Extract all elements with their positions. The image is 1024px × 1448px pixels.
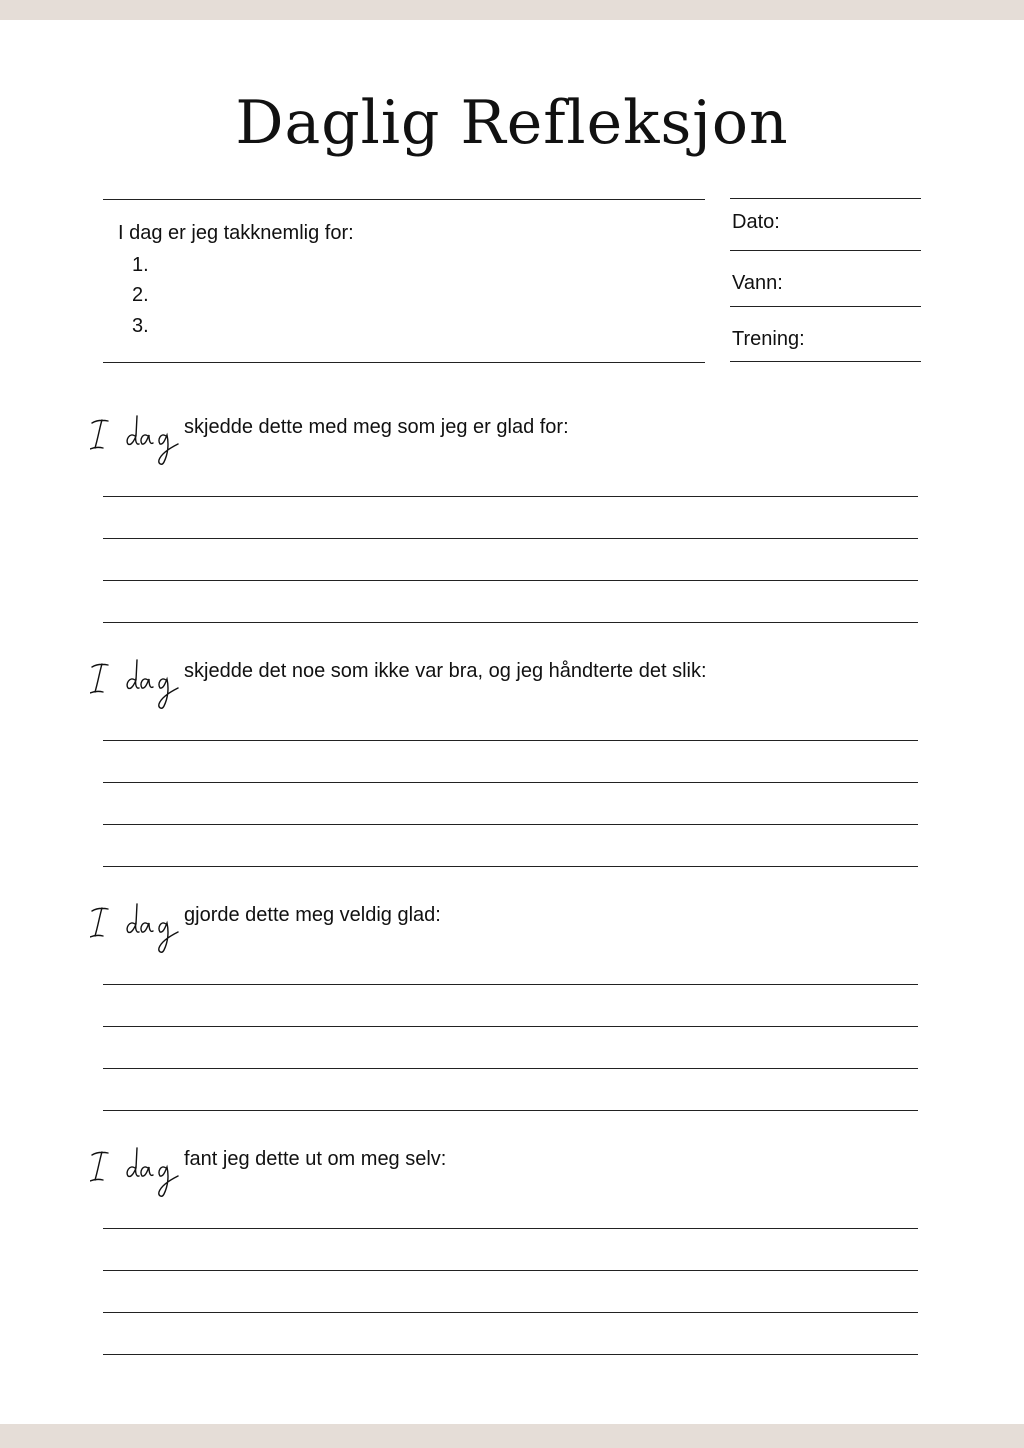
date-top-line xyxy=(730,198,921,199)
gratitude-bottom-line xyxy=(103,362,705,363)
date-field-line[interactable] xyxy=(730,250,921,251)
writing-line[interactable] xyxy=(103,622,918,623)
i-dag-script-icon xyxy=(90,1146,182,1198)
i-dag-script xyxy=(90,658,182,710)
i-dag-script-icon xyxy=(90,658,182,710)
section-prompt: fant jeg dette ut om meg selv: xyxy=(184,1148,447,1170)
section-prompt: gjorde dette meg veldig glad: xyxy=(184,904,441,926)
exercise-field-line[interactable] xyxy=(730,361,921,362)
section-prompt: skjedde det noe som ikke var bra, og jeg håndterte det slik: xyxy=(184,660,707,682)
i-dag-script xyxy=(90,902,182,954)
writing-line[interactable] xyxy=(103,1110,918,1111)
date-label: Dato: xyxy=(732,211,780,233)
gratitude-label: I dag er jeg takknemlig for: xyxy=(118,222,354,244)
writing-line[interactable] xyxy=(103,1068,918,1069)
section-prompt: skjedde dette med meg som jeg er glad for: xyxy=(184,416,569,438)
writing-line[interactable] xyxy=(103,1270,918,1271)
water-field-line[interactable] xyxy=(730,306,921,307)
gratitude-item-2[interactable]: 2. xyxy=(132,284,149,306)
writing-line[interactable] xyxy=(103,824,918,825)
writing-line[interactable] xyxy=(103,866,918,867)
gratitude-item-3[interactable]: 3. xyxy=(132,315,149,337)
page-title: Daglig Refleksjon xyxy=(235,88,789,158)
i-dag-script xyxy=(90,1146,182,1198)
writing-line[interactable] xyxy=(103,1228,918,1229)
writing-line[interactable] xyxy=(103,1354,918,1355)
i-dag-script-icon xyxy=(90,414,182,466)
i-dag-script xyxy=(90,414,182,466)
writing-line[interactable] xyxy=(103,984,918,985)
writing-line[interactable] xyxy=(103,538,918,539)
exercise-label: Trening: xyxy=(732,328,805,350)
writing-line[interactable] xyxy=(103,740,918,741)
writing-line[interactable] xyxy=(103,782,918,783)
gratitude-item-1[interactable]: 1. xyxy=(132,254,149,276)
water-label: Vann: xyxy=(732,272,783,294)
worksheet-page xyxy=(0,20,1024,1424)
i-dag-script-icon xyxy=(90,902,182,954)
writing-line[interactable] xyxy=(103,580,918,581)
writing-line[interactable] xyxy=(103,496,918,497)
writing-line[interactable] xyxy=(103,1312,918,1313)
gratitude-top-line xyxy=(103,199,705,200)
writing-line[interactable] xyxy=(103,1026,918,1027)
